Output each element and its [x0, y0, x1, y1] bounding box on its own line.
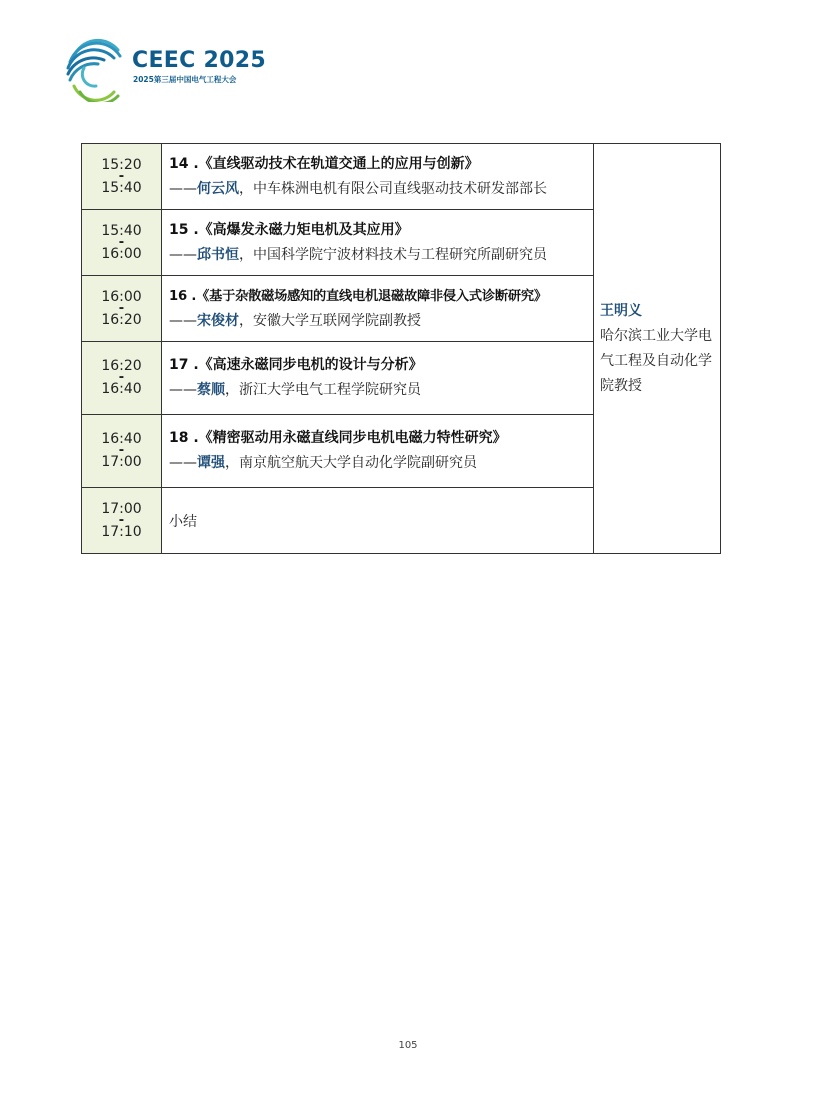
speaker-name: 谭强 — [197, 455, 225, 471]
talk-title: 16 .《基于杂散磁场感知的直线电机退磁故障非侵入式诊断研究》 — [169, 288, 547, 304]
time-slot — [82, 210, 162, 276]
speaker-prefix: —— — [169, 180, 197, 197]
time-end: 16:20 — [101, 311, 142, 328]
speaker-name: 蔡顺 — [197, 382, 225, 398]
time-end: 17:00 — [101, 454, 142, 470]
time-start: 16:00 — [101, 288, 142, 305]
time-separator: - — [118, 370, 125, 385]
time-slot — [82, 276, 162, 342]
time-end: 16:00 — [101, 245, 142, 262]
ceec-logo — [64, 36, 264, 108]
ceec-logo-mark-icon — [64, 38, 128, 102]
speaker-affiliation: ，中国科学院宁波材料技术与工程研究所副研究员 — [239, 246, 547, 263]
speaker-affiliation: ，浙江大学电气工程学院研究员 — [225, 382, 421, 398]
speaker-affiliation: ，南京航空航天大学自动化学院副研究员 — [225, 455, 477, 471]
speaker-name: 何云风 — [197, 180, 239, 197]
talk-title: 17 .《高速永磁同步电机的设计与分析》 — [169, 357, 423, 373]
talk-cell — [162, 144, 594, 210]
time-start: 17:00 — [101, 500, 142, 517]
talk-speaker-line — [169, 243, 589, 268]
closing-cell — [162, 488, 594, 554]
time-separator: - — [118, 234, 125, 250]
schedule-table — [81, 143, 721, 554]
time-slot — [82, 144, 162, 210]
time-end: 17:10 — [101, 523, 142, 540]
time-separator: - — [118, 300, 125, 316]
closing-label: 小结 — [169, 513, 197, 530]
page-number: 105 — [398, 1040, 418, 1051]
talk-speaker-line — [169, 309, 589, 334]
speaker-affiliation: ，中车株洲电机有限公司直线驱动技术研发部部长 — [239, 180, 547, 197]
time-slot — [82, 415, 162, 488]
speaker-name: 宋俊材 — [197, 312, 239, 329]
time-start: 15:40 — [101, 222, 142, 239]
talk-cell — [162, 342, 594, 415]
chair-name: 王明义 — [600, 302, 642, 319]
time-slot — [82, 488, 162, 554]
talk-title: 14 .《直线驱动技术在轨道交通上的应用与创新》 — [169, 155, 479, 172]
talk-cell — [162, 276, 594, 342]
logo-title: CEEC 2025 — [132, 48, 266, 73]
time-separator: - — [118, 443, 125, 458]
speaker-prefix: —— — [169, 382, 197, 398]
talk-title: 18 .《精密驱动用永磁直线同步电机电磁力特性研究》 — [169, 430, 507, 446]
speaker-name: 邱书恒 — [197, 246, 239, 263]
time-start: 16:20 — [101, 358, 142, 374]
time-start: 16:40 — [101, 431, 142, 447]
talk-cell — [162, 415, 594, 488]
schedule-row — [82, 144, 721, 210]
speaker-prefix: —— — [169, 246, 197, 263]
talk-speaker-line — [169, 378, 589, 403]
talk-speaker-line — [169, 451, 589, 476]
logo-subtitle: 2025第三届中国电气工程大会 — [133, 75, 237, 84]
talk-title: 15 .《高爆发永磁力矩电机及其应用》 — [169, 221, 409, 238]
speaker-affiliation: ，安徽大学互联网学院副教授 — [239, 312, 421, 329]
talk-cell — [162, 210, 594, 276]
speaker-prefix: —— — [169, 455, 197, 471]
chair-affiliation: 哈尔滨工业大学电气工程及自动化学院教授 — [600, 327, 712, 394]
speaker-prefix: —— — [169, 312, 197, 329]
time-slot — [82, 342, 162, 415]
time-separator: - — [118, 512, 125, 528]
time-end: 16:40 — [101, 381, 142, 397]
talk-speaker-line — [169, 177, 589, 202]
session-chair — [594, 144, 721, 554]
time-end: 15:40 — [101, 179, 142, 196]
time-start: 15:20 — [101, 156, 142, 173]
time-separator: - — [118, 168, 125, 184]
